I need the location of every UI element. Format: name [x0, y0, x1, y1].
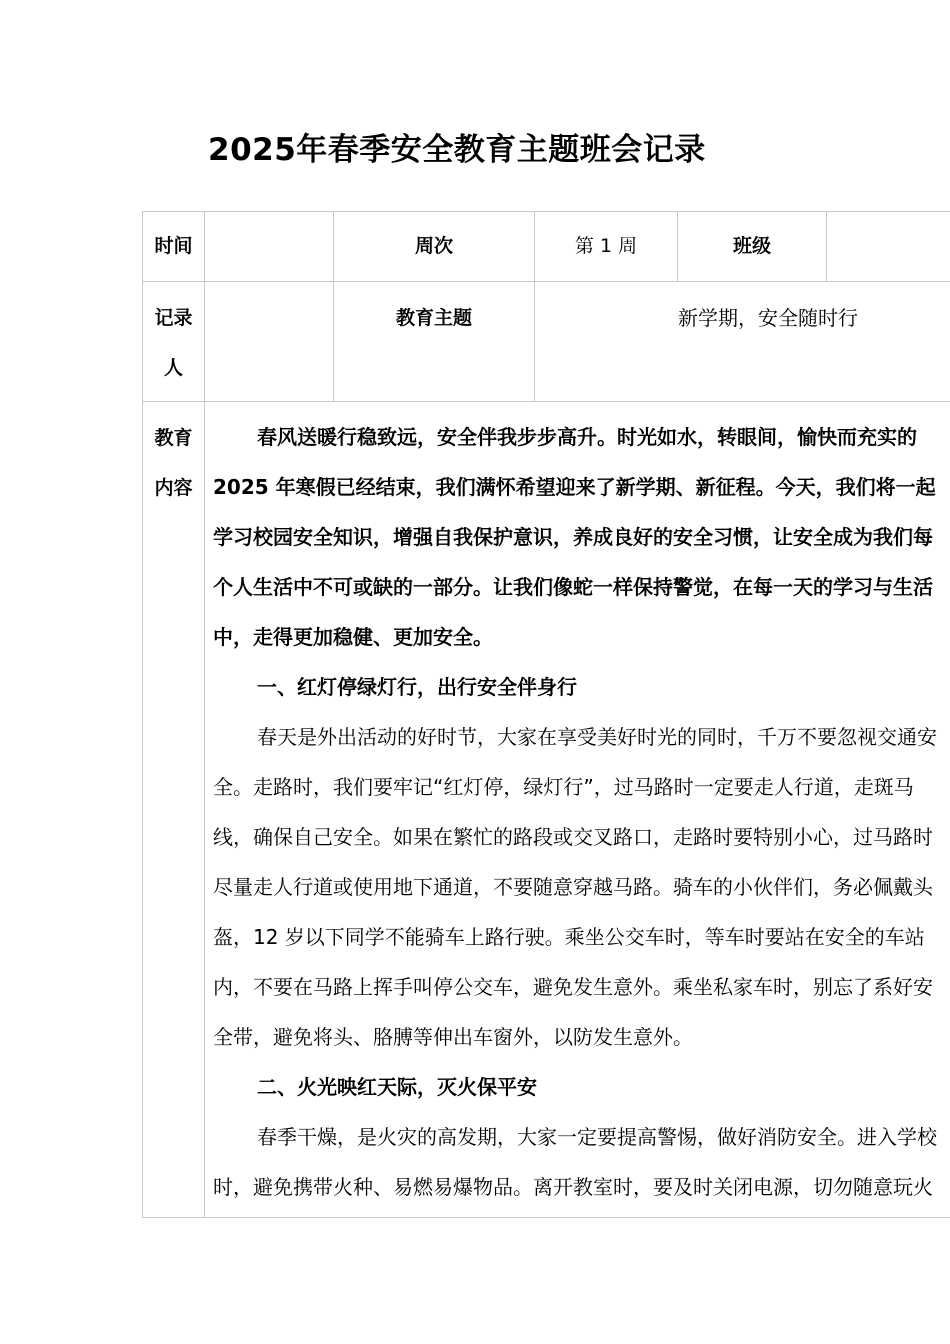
education-content: [213, 412, 950, 1212]
week-label: 周次: [414, 235, 453, 257]
content-line: 中，走得更加稳健、更加安全。: [213, 625, 493, 649]
recorder-label-line1: 记录: [154, 307, 193, 329]
table-divider-col1: [204, 211, 205, 1218]
table-border-bottom: [142, 1217, 950, 1218]
content-line: 春季干燥，是火灾的高发期，大家一定要提高警惕，做好消防安全。进入学校: [257, 1125, 937, 1149]
table-divider-col5: [826, 211, 827, 282]
content-line: 线，确保自己安全。如果在繁忙的路段或交叉路口，走路时要特别小心，过马路时: [213, 825, 933, 849]
content-line: 尽量走人行道或使用地下通道，不要随意穿越马路。骑车的小伙伴们，务必佩戴头: [213, 875, 933, 899]
content-line: 全带，避免将头、胳膊等伸出车窗外，以防发生意外。: [213, 1025, 693, 1049]
content-line: 个人生活中不可或缺的一部分。让我们像蛇一样保持警觉，在每一天的学习与生活: [213, 575, 933, 599]
content-line: 学习校园安全知识，增强自我保护意识，养成良好的安全习惯，让安全成为我们每: [213, 525, 933, 549]
content-line: 2025 年寒假已经结束，我们满怀希望迎来了新学期、新征程。今天，我们将一起: [213, 475, 936, 499]
table-border-top: [142, 211, 950, 212]
table-divider-row2: [142, 401, 950, 402]
table-divider-row1: [142, 281, 950, 282]
content-line: 时，避免携带火种、易燃易爆物品。离开教室时，要及时关闭电源，切勿随意玩火: [213, 1175, 933, 1199]
content-line: 二、火光映红天际，灭火保平安: [257, 1075, 537, 1099]
content-label-line1: 教育: [154, 427, 193, 449]
content-line: 春天是外出活动的好时节，大家在享受美好时光的同时，千万不要忽视交通安: [257, 725, 937, 749]
week-value[interactable]: 第 1 周: [574, 235, 638, 257]
content-label-line2: 内容: [154, 477, 193, 499]
theme-label: 教育主题: [395, 307, 472, 329]
recorder-label-line2: 人: [163, 357, 183, 379]
content-line: 春风送暖行稳致远，安全伴我步步高升。时光如水，转眼间，愉快而充实的: [257, 425, 917, 449]
content-line: 一、红灯停绿灯行，出行安全伴身行: [257, 675, 577, 699]
content-line: 内，不要在马路上挥手叫停公交车，避免发生意外。乘坐私家车时，别忘了系好安: [213, 975, 933, 999]
content-line: 全。走路时，我们要牢记“红灯停，绿灯行”，过马路时一定要走人行道，走斑马: [213, 775, 914, 799]
page-title: 2025年春季安全教育主题班会记录: [208, 132, 706, 168]
class-label: 班级: [732, 235, 771, 257]
time-label: 时间: [154, 235, 193, 257]
content-line: 盔，12 岁以下同学不能骑车上路行驶。乘坐公交车时，等车时要站在安全的车站: [213, 925, 925, 949]
theme-value[interactable]: 新学期，安全随时行: [678, 306, 858, 330]
